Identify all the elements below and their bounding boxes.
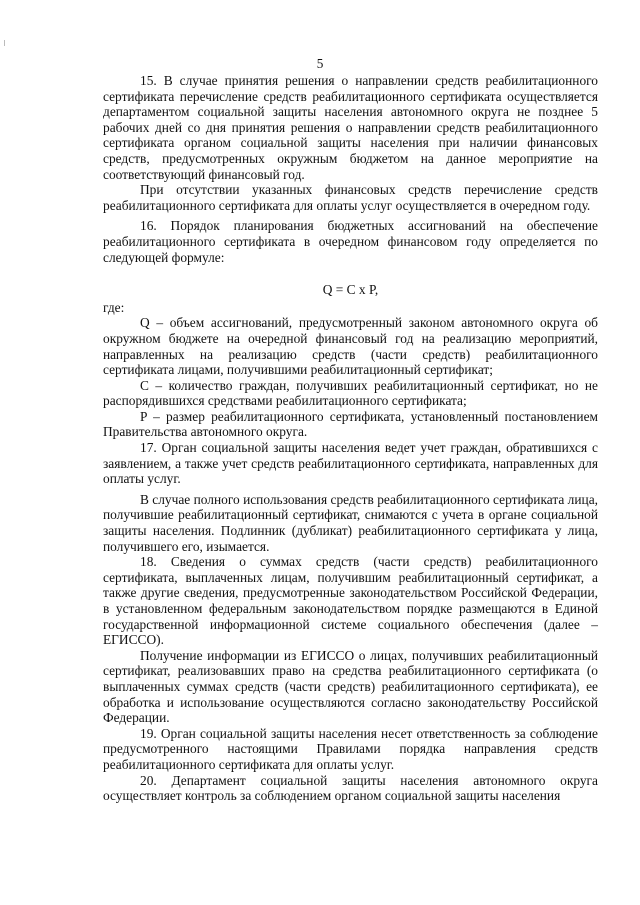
- paragraph-18: 18. Сведения о суммах средств (части средств) реабилитационного сертификата, выплаченных лицам, получившим реабилитационный сертификат, а также другие сведения, предусмотренные законодательством Российской Федерации, в установленном федеральным законодательством порядке размещаются в Единой государственной информационной системе социального обеспечения (далее – ЕГИССО).: [103, 554, 598, 648]
- paragraph-15-funds-absence: При отсутствии указанных финансовых средств перечисление средств реабилитационного сертификата для оплаты услуг осуществляется в очередном году.: [103, 182, 598, 213]
- document-body: [103, 73, 598, 804]
- formula-definition-q: Q – объем ассигнований, предусмотренный законом автономного округа об окружном бюджете на очередной финансовый год на реализацию мероприятий, направленных на реализацию средств (части средств) реабилитационного сертификата лицами, получившими реабилитационный сертификат;: [103, 315, 598, 378]
- page-number: 5: [316, 56, 324, 71]
- formula-definition-p: P – размер реабилитационного сертификата, установленный постановлением Правительства автономного округа.: [103, 408, 598, 440]
- formula-where-label: где:: [103, 299, 125, 315]
- paragraph-17-full-use: В случае полного использования средств реабилитационного сертификата лица, получившие реабилитационный сертификат, снимаются с учета в органе социальной защиты населения. Подлинник (дубликат) реабилитационного сертификата у лица, получившего его, изымается.: [103, 491, 598, 554]
- paragraph-20: 20. Департамент социальной защиты населения автономного округа осуществляет контроль за соблюдением органом социальной защиты населения: [103, 772, 598, 804]
- formula-definition-c: C – количество граждан, получивших реабилитационный сертификат, но не распорядившихся средствами реабилитационного сертификата;: [103, 377, 598, 409]
- paragraph-15: 15. В случае принятия решения о направлении средств реабилитационного сертификата перечисление средств реабилитационного сертификата осуществляется департаментом социальной защиты населения автономного округа не позднее 5 рабочих дней со дня принятия решения о направлении средств реабилитационного сертификата органом социальной защиты населения при наличии финансовых средств, предусмотренных окружным бюджетом на данное мероприятие на соответствующий финансовый год.: [103, 73, 598, 182]
- paragraph-18-egisso-info: Получение информации из ЕГИССО о лицах, получивших реабилитационный сертификат, реализовавших право на средства реабилитационного сертификата (о выплаченных суммах средств (части средств) реабилитационного сертификата), ее обработка и использование осуществляются согласно законодательству Российской Федерации.: [103, 647, 598, 726]
- paragraph-19: 19. Орган социальной защиты населения несет ответственность за соблюдение предусмотренного настоящими Правилами порядка направления средств реабилитационного сертификата для оплаты услуг.: [103, 725, 598, 772]
- scan-margin-mark: [4, 40, 5, 46]
- paragraph-17: 17. Орган социальной защиты населения ведет учет граждан, обратившихся с заявлением, а также учет средств реабилитационного сертификата, направленных для оплаты услуг.: [103, 440, 598, 487]
- paragraph-16: 16. Порядок планирования бюджетных ассигнований на обеспечение реабилитационного сертификата в очередном финансовом году определяется по следующей формуле:: [103, 218, 598, 265]
- formula: Q = C x P,: [322, 282, 379, 298]
